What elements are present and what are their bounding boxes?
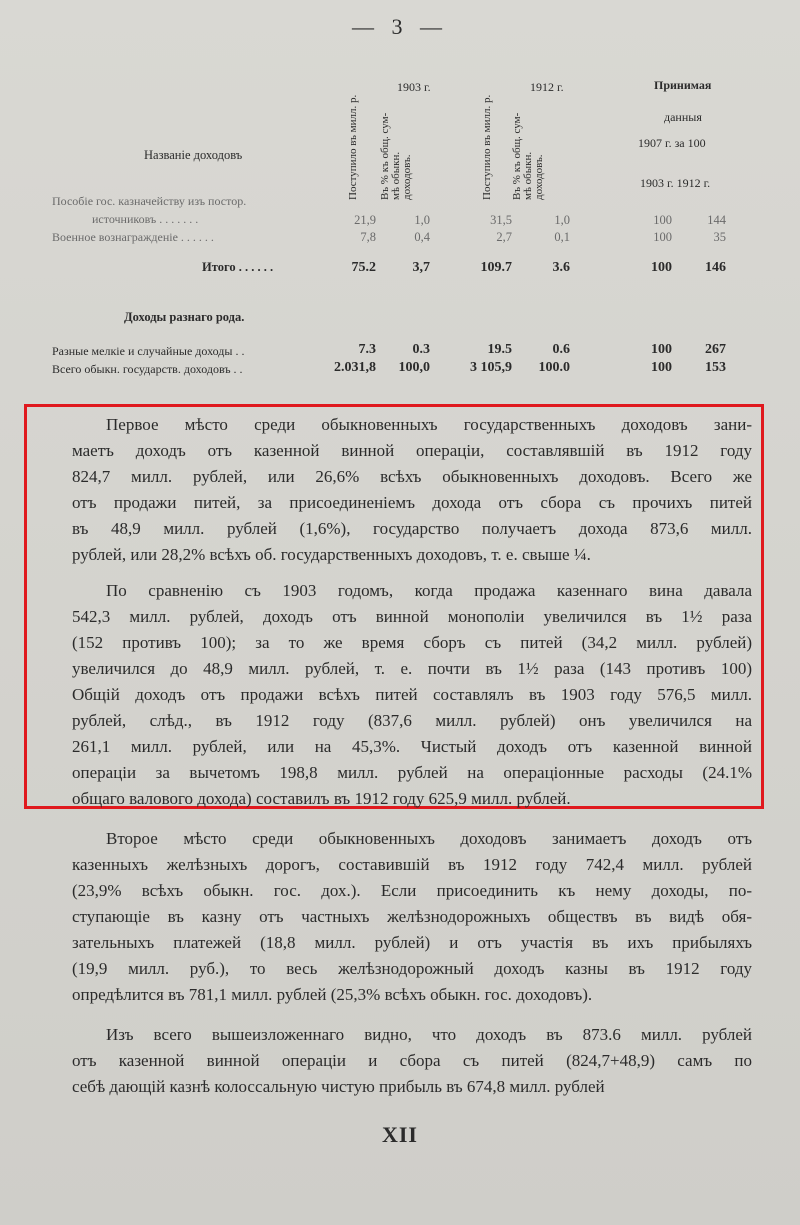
text-line: 261,1 милл. рублей, или на 45,3%. Чистый доходъ отъ казенной винной — [72, 737, 752, 756]
cell-v1903: 75.2 — [351, 260, 376, 275]
cell-v1912: 31,5 — [490, 213, 512, 227]
row-label: Разные мелкіе и случайные доходы . . — [52, 344, 245, 358]
signature-mark: XII — [381, 1122, 418, 1147]
header-accepted: Принимая — [654, 78, 712, 92]
text-line: Первое мѣсто среди обыкновенныхъ государственныхъ доходовъ зани- — [106, 415, 752, 434]
cell-i1903: 100 — [651, 342, 672, 357]
cell-i1903: 100 — [651, 360, 672, 375]
text-line: увеличился до 48,9 милл. рублей, т. е. почти въ 1½ раза (143 противъ 100) — [72, 659, 752, 678]
row-label: Всего обыкн. государств. доходовъ . . — [52, 362, 243, 376]
paragraph-3 — [72, 826, 752, 1008]
text-line: Изъ всего вышеизложеннаго видно, что доходъ въ 873.6 милл. рублей — [106, 1025, 752, 1044]
text-line: общаго валового дохода) составилъ въ 1912 году 625,9 милл. рублей. — [72, 789, 571, 808]
row-label-cont: источниковъ . . . . . . . — [92, 212, 199, 226]
text-line: По сравненію съ 1903 годомъ, когда продажа казеннаго вина давала — [106, 581, 752, 600]
cell-p1903: 100,0 — [398, 360, 430, 375]
row-label: Военное вознагражденіе . . . . . . — [52, 230, 214, 244]
cell-p1912: 100.0 — [538, 360, 570, 375]
section-heading: Доходы разнаго рода. — [124, 310, 245, 324]
text-line: 824,7 милл. рублей, или 26,6% всѣхъ обыкновенныхъ доходовъ. Всего же — [72, 467, 752, 486]
cell-p1912: 1,0 — [554, 213, 570, 227]
text-line: (152 противъ 100); за то же время сборъ съ питей (34,2 милл. рублей) — [72, 633, 752, 652]
text-line: отъ продажи питей, за присоединеніемъ дохода отъ сбора съ прочихъ питей — [72, 493, 752, 512]
row-label: Пособіе гос. казначейству изъ постор. — [52, 194, 247, 208]
cell-p1912: 3.6 — [552, 260, 570, 275]
text-line: (23,9% всѣхъ обыкн. гос. дох.). Если присоединить къ нему доходы, по- — [72, 881, 752, 900]
text-line: рублей, или 28,2% всѣхъ об. государственныхъ доходовъ, т. е. свыше ¼. — [72, 545, 591, 564]
text-line: ступающіе въ казну отъ частныхъ желѣзнодорожныхъ обществъ въ видѣ обя- — [72, 907, 752, 926]
header-years: 1903 г. 1912 г. — [640, 176, 711, 190]
cell-v1912: 109.7 — [480, 260, 512, 275]
cell-i1912: 267 — [705, 342, 726, 357]
cell-i1903: 100 — [653, 230, 672, 244]
cell-i1912: 153 — [705, 360, 726, 375]
cell-v1903: 21,9 — [354, 213, 376, 227]
paragraph-1 — [72, 412, 752, 568]
header-received-1912: Поступило въ милл. р. — [481, 94, 493, 200]
text-line: въ 48,9 милл. рублей (1,6%), государство получаетъ дохода 873,6 милл. — [72, 519, 752, 538]
cell-i1912: 146 — [705, 260, 726, 275]
cell-v1903: 2.031,8 — [334, 360, 376, 375]
text-line: отъ казенной винной операціи и сбора съ питей (824,7+48,9) самъ по — [72, 1051, 752, 1070]
text-line: операціи за вычетомъ 198,8 милл. рублей на операціонные расходы (24.1% — [72, 763, 752, 782]
header-percent-1903: Въ % къ общ. сум- мѣ обыкн. доходовъ. — [379, 112, 413, 200]
cell-p1912: 0,1 — [554, 230, 570, 244]
paragraph-4 — [72, 1022, 752, 1100]
text-line: себѣ дающій казнѣ колоссальную чистую прибыль въ 674,8 милл. рублей — [72, 1077, 605, 1096]
text-line: 542,3 милл. рублей, доходъ отъ винной монополіи увеличился въ 1½ раза — [72, 607, 752, 626]
cell-v1903: 7,8 — [360, 230, 376, 244]
page-number: — 3 — — [352, 14, 448, 39]
header-data: данныя — [664, 110, 702, 124]
header-percent-1912: Въ % къ общ. сум- мѣ обыкн. доходовъ. — [511, 112, 545, 200]
text-line: зательныхъ платежей (18,8 милл. рублей) и отъ участія въ ихъ прибыляхъ — [72, 933, 752, 952]
cell-i1912: 35 — [713, 230, 726, 244]
text-line: Второе мѣсто среди обыкновенныхъ доходовъ занимаетъ доходъ отъ — [106, 829, 752, 848]
header-received-1903: Поступило въ милл. р. — [347, 94, 359, 200]
cell-i1903: 100 — [653, 213, 672, 227]
header-year-1912: 1912 г. — [530, 80, 564, 94]
header-1907-base: 1907 г. за 100 — [638, 136, 706, 150]
cell-v1912: 2,7 — [496, 230, 512, 244]
paragraph-2 — [72, 578, 752, 812]
cell-v1912: 3 105,9 — [470, 360, 512, 375]
cell-v1903: 7.3 — [358, 342, 376, 357]
cell-p1903: 0.3 — [412, 342, 430, 357]
header-year-1903: 1903 г. — [397, 80, 431, 94]
text-line: (19,9 милл. руб.), то весь желѣзнодорожный доходъ казны въ 1912 году — [72, 959, 752, 978]
text-line: опредѣлится въ 781,1 милл. рублей (25,3% всѣхъ обыкн. гос. доходовъ). — [72, 985, 593, 1004]
cell-i1903: 100 — [651, 260, 672, 275]
header-col-name: Названіе доходовъ — [144, 148, 243, 162]
cell-i1912: 144 — [707, 213, 726, 227]
text-line: рублей, слѣд., въ 1912 году (837,6 милл. рублей) онъ увеличился на — [72, 711, 752, 730]
cell-p1903: 0,4 — [414, 230, 430, 244]
revenue-table — [52, 70, 792, 380]
cell-p1903: 3,7 — [412, 260, 430, 275]
text-line: Общій доходъ отъ продажи всѣхъ питей составлялъ въ 1903 году 576,5 милл. — [72, 685, 752, 704]
cell-p1912: 0.6 — [552, 342, 570, 357]
cell-v1912: 19.5 — [487, 342, 512, 357]
text-line: казенныхъ желѣзныхъ дорогъ, составившій въ 1912 году 742,4 милл. рублей — [72, 855, 752, 874]
cell-p1903: 1,0 — [414, 213, 430, 227]
text-line: маетъ доходъ отъ казенной винной операціи, составлявшій въ 1912 году — [72, 441, 752, 460]
row-total-label: Итого . . . . . . — [202, 260, 274, 274]
